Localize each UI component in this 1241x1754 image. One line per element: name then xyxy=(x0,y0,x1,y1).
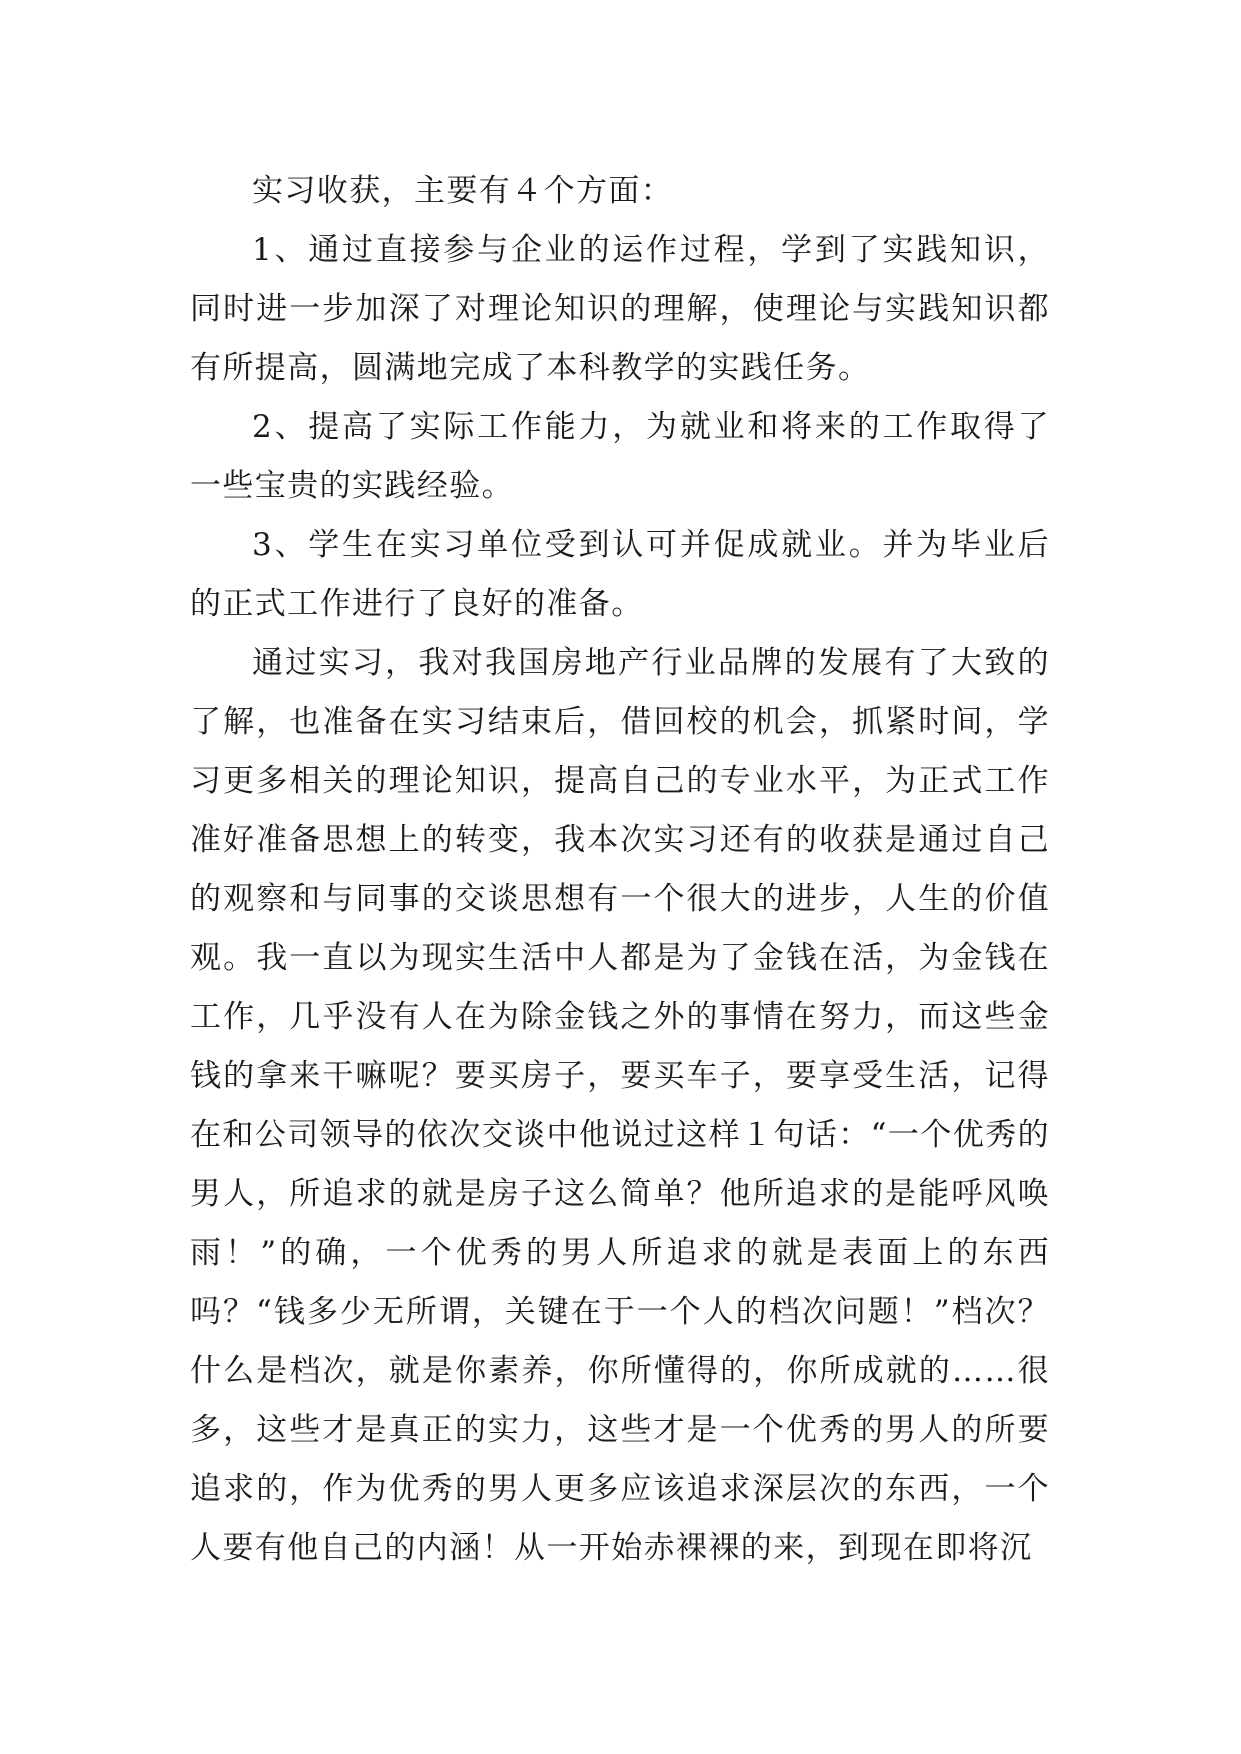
paragraph-item-2: 2、提高了实际工作能力，为就业和将来的工作取得了一些宝贵的实践经验。 xyxy=(190,409,1050,504)
paragraph-item-1: 1、通过直接参与企业的运作过程，学到了实践知识，同时进一步加深了对理论知识的理解，使理论与实践知识都有所提高，圆满地完成了本科教学的实践任务。 xyxy=(190,232,1050,386)
paragraph-intro: 实习收获，主要有４个方面： xyxy=(252,173,674,209)
paragraph-reflection: 通过实习，我对我国房地产行业品牌的发展有了大致的了解，也准备在实习结束后，借回校的机会，抓紧时间，学习更多相关的理论知识，提高自己的专业水平，为正式工作准好准备思想上的转变，我本次实习还有的收获是通过自己的观察和与同事的交谈思想有一个很大的进步，人生的价值观。我一直以为现实生活中人都是为了金钱在活，为金钱在工作，几乎没有人在为除金钱之外的事情在努力，而这些金钱的拿来干嘛呢？要买房子，要买车子，要享受生活，记得在和公司领导的依次交谈中他说过这样１句话：“一个优秀的男人，所追求的就是房子这么简单？他所追求的是能呼风唤雨！”的确，一个优秀的男人所追求的就是表面上的东西吗？“钱多少无所谓，关键在于一个人的档次问题！”档次？什么是档次，就是你素养，你所懂得的，你所成就的……很多，这些才是真正的实力，这些才是一个优秀的男人的所要追求的，作为优秀的男人更多应该追求深层次的东西，一个人要有他自己的内涵！从一开始赤裸裸的来，到现在即将沉 xyxy=(190,645,1050,1566)
paragraph-item-3: 3、学生在实习单位受到认可并促成就业。并为毕业后的正式工作进行了良好的准备。 xyxy=(190,527,1050,622)
document-body xyxy=(190,162,1050,1578)
